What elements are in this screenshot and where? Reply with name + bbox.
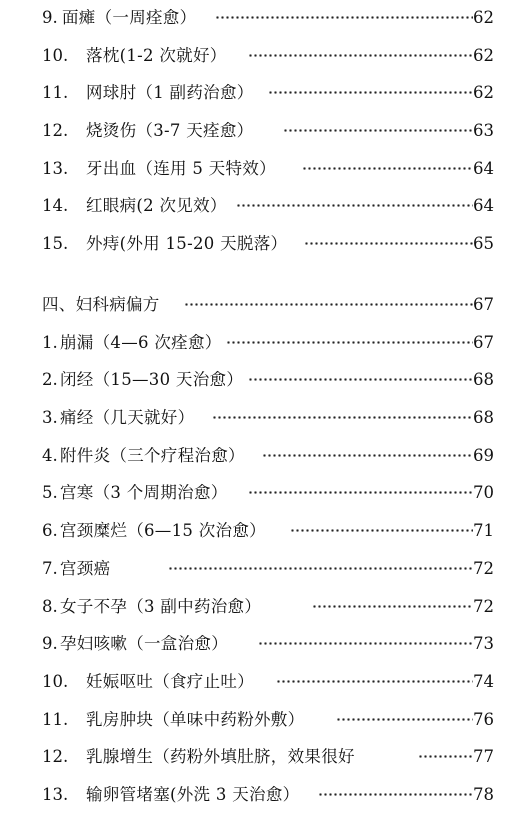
entry-number: 13. xyxy=(42,158,69,178)
entry-title: 红眼病(2 次见效） xyxy=(86,196,227,216)
toc-entry[interactable] xyxy=(0,0,518,38)
dot-leader xyxy=(236,204,473,207)
entry-number: 5. xyxy=(42,483,58,503)
dot-leader xyxy=(248,54,473,57)
toc-entry[interactable] xyxy=(0,475,518,513)
entry-number: 4. xyxy=(42,445,58,465)
entry-number: 7. xyxy=(42,558,58,578)
entry-page-number: 62 xyxy=(473,8,494,27)
entry-page-number: 64 xyxy=(473,158,494,178)
entry-number: 8. xyxy=(42,596,58,616)
dot-leader xyxy=(258,642,473,645)
dot-leader xyxy=(302,167,473,170)
toc-entry[interactable] xyxy=(0,438,518,476)
entry-title: 烧烫伤（3-7 天痊愈） xyxy=(86,121,254,141)
entry-page-number: 70 xyxy=(473,483,494,503)
dot-leader xyxy=(290,529,473,532)
dot-leader xyxy=(248,491,473,494)
entry-number: 2. xyxy=(42,370,58,390)
entry-page-number: 67 xyxy=(473,332,494,352)
entry-number: 14. xyxy=(42,196,69,216)
toc-entry[interactable] xyxy=(0,38,518,76)
toc-entry[interactable] xyxy=(0,226,518,264)
chapter-title: 四、妇科病偏方 xyxy=(42,295,160,314)
dot-leader xyxy=(268,91,473,94)
toc-chapter-heading[interactable] xyxy=(0,287,518,325)
entry-title: 女子不孕（3 副中药治愈） xyxy=(60,596,262,616)
entry-title: 牙出血（连用 5 天特效） xyxy=(86,158,276,178)
toc-entry[interactable] xyxy=(0,702,518,740)
entry-number: 13. xyxy=(42,784,69,804)
entry-title: 崩漏（4—6 次痊愈） xyxy=(60,332,222,352)
entry-title: 痛经（几天就好） xyxy=(60,408,195,428)
toc-entry[interactable] xyxy=(0,513,518,551)
dot-leader xyxy=(283,129,473,132)
entry-page-number: 74 xyxy=(473,671,494,691)
toc-entry[interactable] xyxy=(0,151,518,189)
dot-leader xyxy=(418,755,473,758)
entry-number: 11. xyxy=(42,83,69,103)
entry-title: 附件炎（三个疗程治愈） xyxy=(60,445,245,465)
entry-page-number: 69 xyxy=(473,445,494,465)
entry-number: 9. xyxy=(42,634,58,654)
dot-leader xyxy=(304,242,473,245)
dot-leader xyxy=(336,718,473,721)
entry-title: 宫颈癌 xyxy=(60,558,111,578)
toc-entry[interactable] xyxy=(0,325,518,363)
toc-entry[interactable] xyxy=(0,113,518,151)
entry-number: 3. xyxy=(42,408,58,428)
entry-page-number: 71 xyxy=(473,521,494,541)
entry-number: 10. xyxy=(42,45,69,65)
toc-entry[interactable] xyxy=(0,664,518,702)
entry-title: 宫颈糜烂（6—15 次治愈） xyxy=(60,521,266,541)
entry-title: 宫寒（3 个周期治愈） xyxy=(60,483,228,503)
dot-leader xyxy=(312,605,473,608)
entry-page-number: 77 xyxy=(473,747,494,767)
entry-page-number: 73 xyxy=(473,634,494,654)
entry-title: 乳房肿块（单味中药粉外敷） xyxy=(86,709,305,729)
entry-page-number: 78 xyxy=(473,784,494,804)
entry-number: 6. xyxy=(42,521,58,541)
entry-title: 落枕(1-2 次就好） xyxy=(86,45,227,65)
toc-entry[interactable] xyxy=(0,739,518,777)
entry-number: 12. xyxy=(42,121,69,141)
entry-title: 外痔(外用 15-20 天脱落） xyxy=(86,234,288,254)
entry-page-number: 72 xyxy=(473,558,494,578)
toc-entry[interactable] xyxy=(0,362,518,400)
toc-entry[interactable] xyxy=(0,188,518,226)
entry-number: 12. xyxy=(42,747,69,767)
dot-leader xyxy=(215,16,473,19)
entry-number: 11. xyxy=(42,709,69,729)
dot-leader xyxy=(276,680,473,683)
entry-page-number: 68 xyxy=(473,408,494,428)
entry-number: 10. xyxy=(42,671,69,691)
entry-page-number: 67 xyxy=(473,295,494,314)
toc-entry[interactable] xyxy=(0,75,518,113)
entry-page-number: 62 xyxy=(473,45,494,65)
entry-page-number: 68 xyxy=(473,370,494,390)
dot-leader xyxy=(318,793,473,796)
entry-page-number: 76 xyxy=(473,709,494,729)
entry-title: 孕妇咳嗽（一盒治愈） xyxy=(60,634,228,654)
toc-entry[interactable] xyxy=(0,626,518,664)
toc-entry[interactable] xyxy=(0,589,518,627)
entry-page-number: 64 xyxy=(473,196,494,216)
dot-leader xyxy=(262,454,473,457)
toc-entry[interactable] xyxy=(0,777,518,815)
entry-number: 15. xyxy=(42,234,69,254)
dot-leader xyxy=(168,567,473,570)
entry-title: 网球肘（1 副药治愈） xyxy=(86,83,254,103)
dot-leader xyxy=(248,378,473,381)
entry-page-number: 62 xyxy=(473,83,494,103)
entry-page-number: 65 xyxy=(473,234,494,254)
dot-leader xyxy=(212,416,473,419)
toc-entry[interactable] xyxy=(0,400,518,438)
entry-page-number: 63 xyxy=(473,121,494,141)
entry-title: 输卵管堵塞(外洗 3 天治愈） xyxy=(86,784,300,804)
entry-title: 乳腺增生（药粉外填肚脐，效果很好 xyxy=(86,747,355,767)
dot-leader xyxy=(184,303,473,306)
entry-title: 妊娠呕吐（食疗止吐） xyxy=(86,671,254,691)
toc-section-gynecology xyxy=(0,287,518,815)
entry-title: 面瘫（一周痊愈） xyxy=(62,8,197,27)
entry-title: 闭经（15—30 天治愈） xyxy=(60,370,244,390)
entry-number: 1. xyxy=(42,332,58,352)
toc-entry[interactable] xyxy=(0,551,518,589)
dot-leader xyxy=(226,341,473,344)
entry-page-number: 72 xyxy=(473,596,494,616)
toc-section-continued xyxy=(0,0,518,264)
entry-number: 9. xyxy=(42,8,58,27)
